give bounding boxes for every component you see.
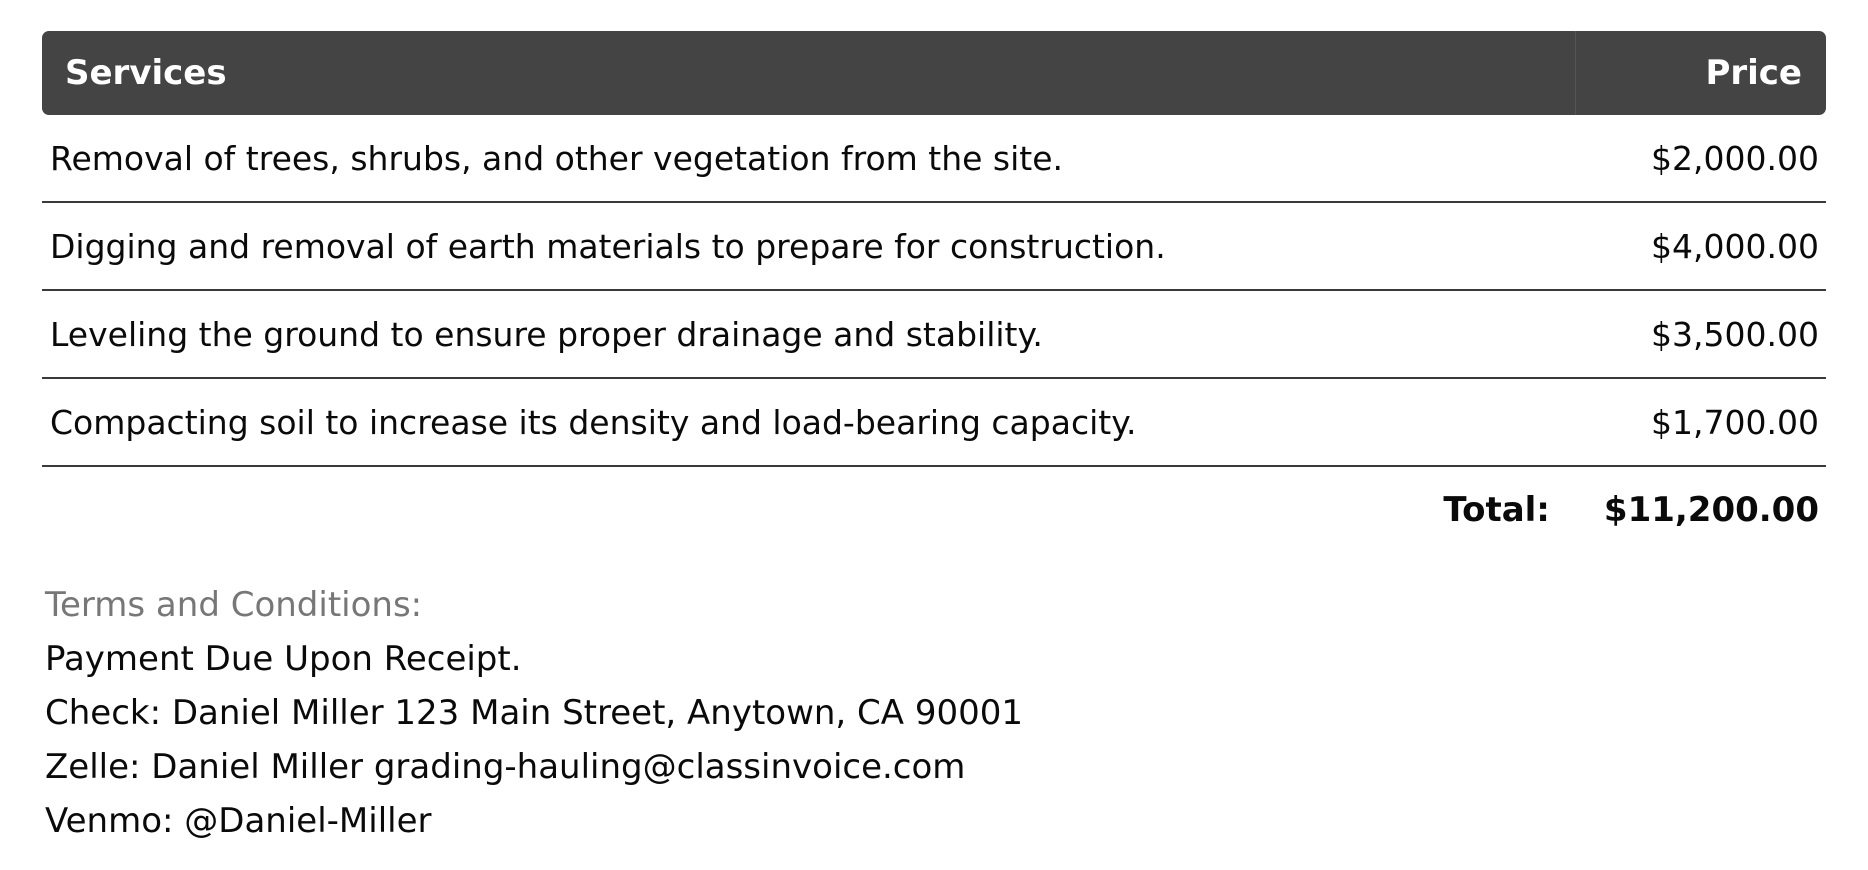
table-row: [42, 379, 1826, 467]
table-row: [42, 291, 1826, 379]
service-price: $4,000.00: [1651, 226, 1819, 266]
total-value: $11,200.00: [1603, 490, 1819, 530]
service-description: Digging and removal of earth materials to prepare for construction.: [50, 226, 1166, 266]
table-row: [42, 203, 1826, 291]
terms-line-venmo: Venmo: @Daniel-Miller: [45, 801, 432, 841]
table-row: [42, 115, 1826, 203]
services-table: [42, 31, 1826, 553]
service-price: $2,000.00: [1651, 138, 1819, 178]
header-price: Price: [1705, 53, 1802, 93]
service-description: Compacting soil to increase its density and load-bearing capacity.: [50, 402, 1137, 442]
total-label: Total:: [1443, 490, 1550, 530]
service-price: $3,500.00: [1651, 314, 1819, 354]
table-header: [42, 31, 1826, 115]
header-services: Services: [42, 31, 1576, 115]
service-description: Removal of trees, shrubs, and other vegetation from the site.: [50, 138, 1064, 178]
terms-line-zelle: Zelle: Daniel Miller grading-hauling@classinvoice.com: [45, 747, 966, 787]
service-description: Leveling the ground to ensure proper drainage and stability.: [50, 314, 1043, 354]
terms-title: Terms and Conditions:: [45, 585, 423, 625]
service-price: $1,700.00: [1651, 402, 1819, 442]
terms-line-payment: Payment Due Upon Receipt.: [45, 639, 522, 679]
terms-section: [45, 578, 1023, 848]
terms-line-check: Check: Daniel Miller 123 Main Street, Anytown, CA 90001: [45, 693, 1024, 733]
total-row: [42, 467, 1826, 553]
